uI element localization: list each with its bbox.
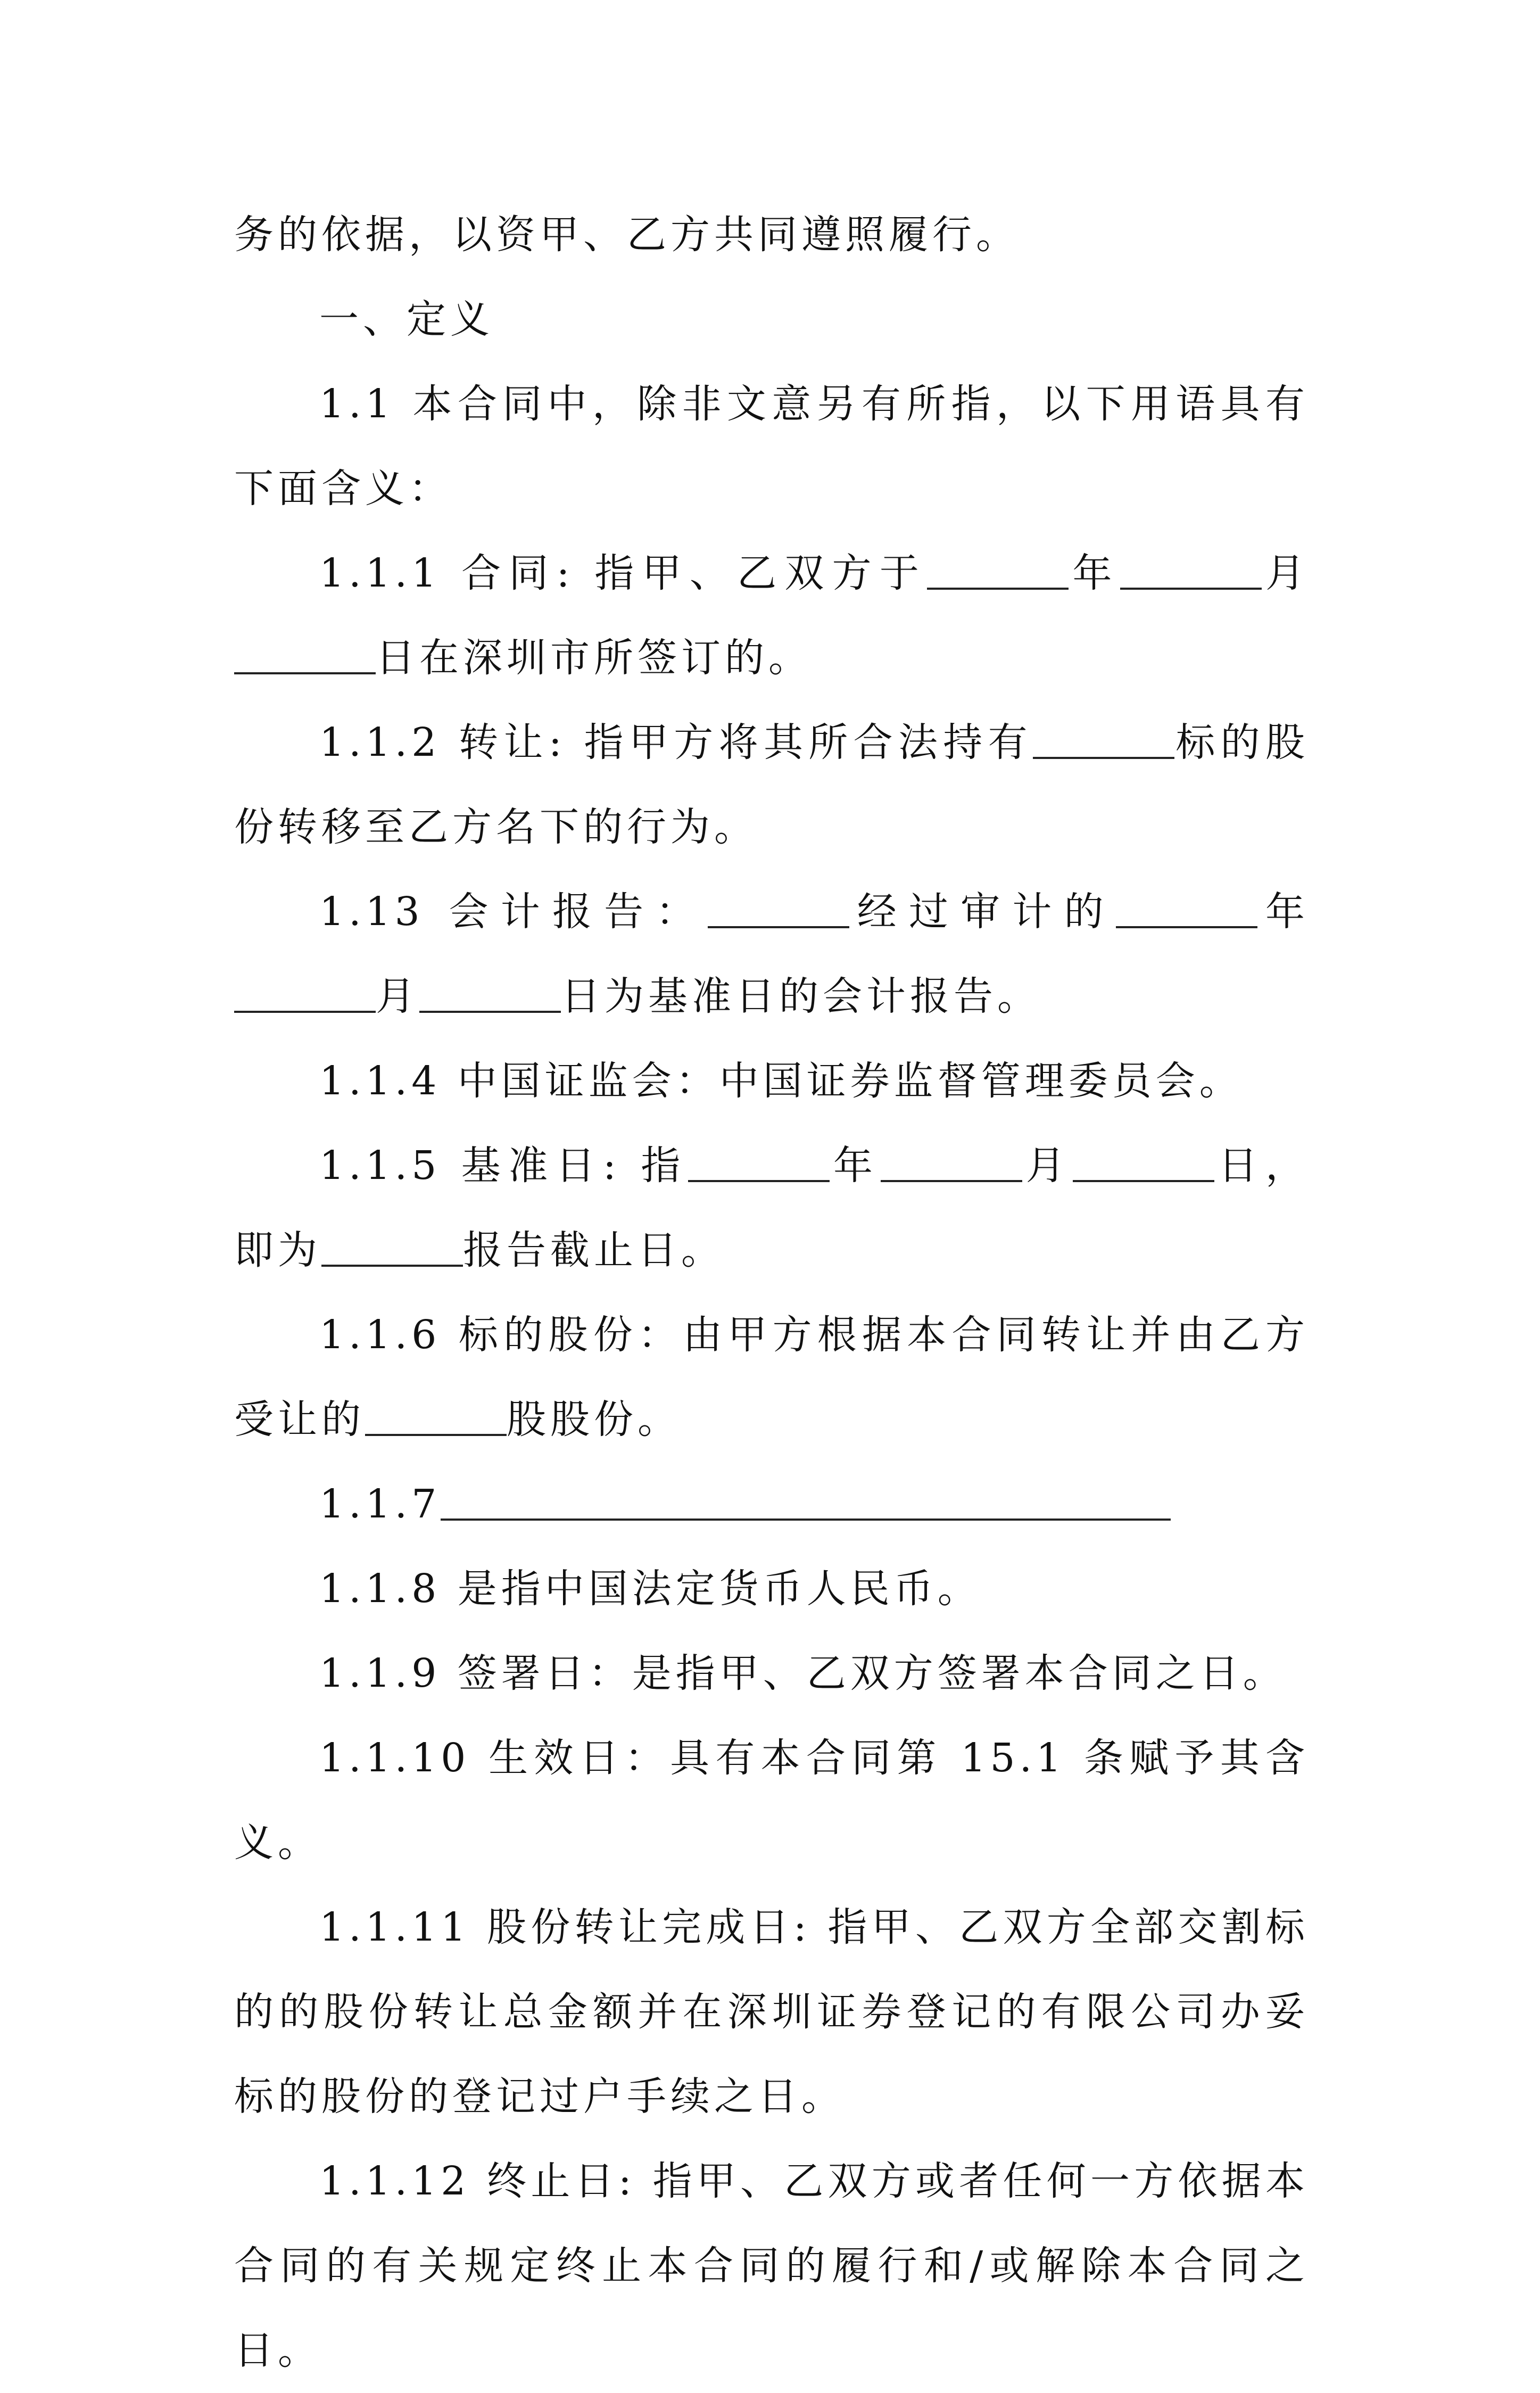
clause-text: 1.1.1 合同: 指甲、乙双方于	[319, 550, 928, 596]
blank-line	[234, 979, 376, 1013]
clause-text: 标的股份转移至乙方名下的行为。	[234, 720, 1310, 850]
clause-text: 月	[1261, 550, 1310, 596]
clause-1-1-1	[234, 531, 1309, 700]
clause-1-1-3	[234, 870, 1309, 1039]
clause-text: 年	[1069, 550, 1120, 596]
clause-text: 1.1.6 标的股份：由甲方根据本合同转让并由乙方受让的	[234, 1312, 1309, 1442]
blank-line	[234, 640, 376, 674]
document-body	[234, 193, 1309, 2393]
section-heading-definitions	[234, 277, 1309, 362]
clause-1-1-7	[234, 1462, 1309, 1547]
paragraph-continuation	[234, 193, 1309, 277]
clause-text: 1.1 本合同中，除非文意另有所指，以下用语具有下面含义：	[234, 381, 1309, 511]
blank-line	[688, 1148, 830, 1182]
clause-1-1-4	[234, 1039, 1309, 1124]
paragraph-text: 务的依据，以资甲、乙方共同遵照履行。	[234, 212, 1020, 258]
clause-text: 1.1.2 转让: 指甲方将其所合法持有	[319, 720, 1033, 765]
clause-text: 1.1.12 终止日: 指甲、乙双方或者任何一方依据本合同的有关规定终止本合同的履行和/或解除本合同之日。	[234, 2158, 1309, 2373]
heading-text: 一、定义	[319, 296, 494, 342]
clause-text: 年	[1257, 889, 1310, 935]
clause-text: 月	[376, 973, 419, 1019]
clause-text: 1.1.10 生效日：具有本合同第 15.1 条赋予其含义。	[234, 1735, 1309, 1866]
clause-text: 1.1.4 中国证监会：中国证券监督管理委员会。	[319, 1058, 1243, 1104]
clause-1-1-10	[234, 1716, 1309, 1885]
clause-text: 经过审计的	[849, 889, 1116, 935]
blank-line	[365, 1402, 507, 1436]
clause-text: 1.1.9 签署日：是指甲、乙双方签署本合同之日。	[319, 1651, 1287, 1696]
clause-1-1-11	[234, 1885, 1309, 2139]
clause-text: 报告截止日。	[463, 1227, 725, 1273]
clause-text: 1.1.5 基准日: 指	[319, 1143, 689, 1189]
clause-1-1	[234, 362, 1309, 531]
blank-line	[419, 979, 561, 1013]
blank-line	[1073, 1148, 1214, 1182]
clause-1-1-2	[234, 700, 1309, 870]
clause-text: 1.1.7	[319, 1481, 441, 1527]
clause-text: 日为基准日的会计报告。	[561, 973, 1041, 1019]
blank-line	[1033, 725, 1174, 759]
blank-line	[927, 556, 1069, 590]
clause-1-1-8	[234, 1547, 1309, 1631]
blank-line	[881, 1148, 1022, 1182]
blank-line	[441, 1487, 1171, 1521]
clause-text: 1.13 会计报告：	[319, 889, 708, 935]
clause-text: 股股份。	[507, 1397, 681, 1442]
clause-text: 月	[1022, 1143, 1073, 1189]
clause-1-1-6	[234, 1293, 1309, 1462]
clause-text: 1.1.11 股份转让完成日: 指甲、乙双方全部交割标的的股份转让总金额并在深圳证券登记的有限公司办妥标的股份的登记过户手续之日。	[234, 1904, 1309, 2119]
clause-text: 年	[830, 1143, 881, 1189]
clause-text: 日在深圳市所签订的。	[376, 635, 812, 681]
clause-text: 1.1.8 是指中国法定货币人民币。	[319, 1566, 981, 1612]
blank-line	[708, 894, 849, 928]
blank-line	[321, 1233, 463, 1267]
clause-1-1-5	[234, 1124, 1309, 1293]
clause-1-1-9	[234, 1631, 1309, 1716]
blank-line	[1116, 894, 1257, 928]
clause-1-1-12	[234, 2139, 1309, 2393]
blank-line	[1120, 556, 1262, 590]
clause-text: 日，即为	[234, 1143, 1310, 1273]
